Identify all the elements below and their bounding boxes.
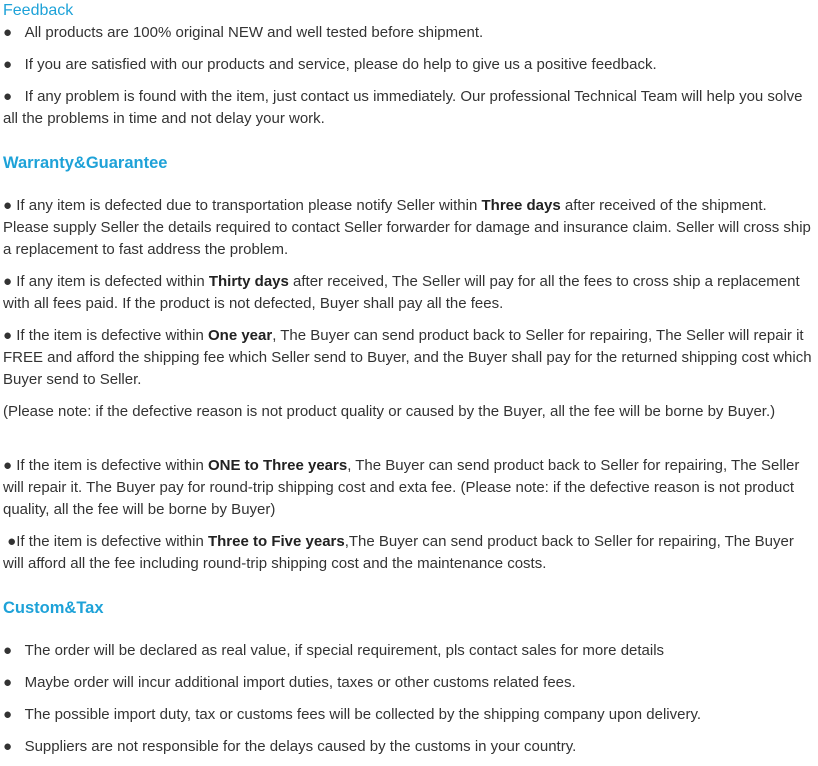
warranty-text: If the item is defective within [16, 327, 208, 344]
bullet-icon: ● [3, 88, 13, 105]
warranty-period: Three days [481, 197, 561, 214]
warranty-period: Three to Five years [207, 533, 345, 550]
warranty-period: One year [207, 327, 273, 344]
bullet-icon: ● [3, 738, 13, 755]
custom-item-text: Suppliers are not responsible for the delays caused by the customs in your country. [24, 738, 577, 755]
bullet-icon: ● [3, 674, 13, 691]
warranty-text: If the item is defective within [16, 457, 208, 474]
custom-item-text: Maybe order will incur additional import duties, taxes or other customs related fees. [24, 674, 576, 691]
custom-item [3, 704, 815, 726]
bullet-icon: ● [3, 197, 13, 214]
custom-item [3, 672, 815, 694]
custom-item [3, 640, 815, 662]
bullet-icon: ● [3, 327, 13, 344]
warranty-note: (Please note: if the defective reason is not product quality or caused by the Buyer, all the fee will be borne by Buyer.) [3, 403, 776, 420]
custom-item-text: The order will be declared as real value, if special requirement, pls contact sales for more details [24, 642, 665, 659]
warranty-text: ,The Buyer can send product back to Seller for repairing, The Buyer will afford all the fee including round-trip shipping cost and the maintenance costs. [3, 533, 794, 572]
custom-item-text: The possible import duty, tax or customs fees will be collected by the shipping company upon delivery. [24, 706, 702, 723]
warranty-text: after received of the shipment. Please supply Seller the details required to contact Seller forwarder for damage and insurance claim. Seller will cross ship a replacement to fast address the problem. [3, 197, 811, 258]
warranty-text: If any item is defected due to transportation please notify Seller within [16, 197, 482, 214]
warranty-period: ONE to Three years [207, 457, 348, 474]
bullet-icon: ● [3, 642, 13, 659]
warranty-item [3, 271, 815, 315]
feedback-item-text: If any problem is found with the item, just contact us immediately. Our professional Technical Team will help you solve all the problems in time and not delay your work. [3, 88, 803, 127]
feedback-heading: Feedback [3, 2, 74, 19]
bullet-icon: ● [3, 706, 13, 723]
feedback-item [3, 86, 815, 130]
warranty-item [3, 325, 815, 391]
bullet-icon: ● [3, 56, 13, 73]
bullet-icon: ● [3, 457, 13, 474]
warranty-heading: Warranty&Guarantee [3, 154, 168, 172]
warranty-text: , The Buyer can send product back to Seller for repairing, The Seller will repair it FREE and afford the shipping fee which Seller send to Buyer, and the Buyer shall pay for the returned shipping cost which Buyer send to Seller. [3, 327, 812, 388]
warranty-item [3, 531, 815, 575]
warranty-item [3, 195, 815, 261]
feedback-item [3, 54, 815, 76]
warranty-period: Thirty days [208, 273, 289, 290]
warranty-text: , The Buyer can send product back to Seller for repairing, The Seller will repair it. The Buyer pay for round-trip shipping cost and exta fee. (Please note: if the defective reason is not product quality, all the fee will be borne by Buyer) [3, 457, 800, 518]
feedback-item-text: If you are satisfied with our products and service, please do help to give us a positive feedback. [24, 56, 657, 73]
warranty-text: If the item is defective within [16, 533, 208, 550]
custom-tax-heading: Custom&Tax [3, 599, 104, 617]
warranty-text: If any item is defected within [16, 273, 209, 290]
feedback-item [3, 22, 815, 44]
bullet-icon: ● [7, 533, 17, 550]
bullet-icon: ● [3, 273, 13, 290]
feedback-item-text: All products are 100% original NEW and well tested before shipment. [24, 24, 484, 41]
bullet-icon: ● [3, 24, 13, 41]
warranty-item [3, 455, 815, 521]
custom-item [3, 736, 815, 758]
warranty-text: after received, The Seller will pay for all the fees to cross ship a replacement with all fees paid. If the product is not defected, Buyer shall pay all the fees. [3, 273, 800, 312]
